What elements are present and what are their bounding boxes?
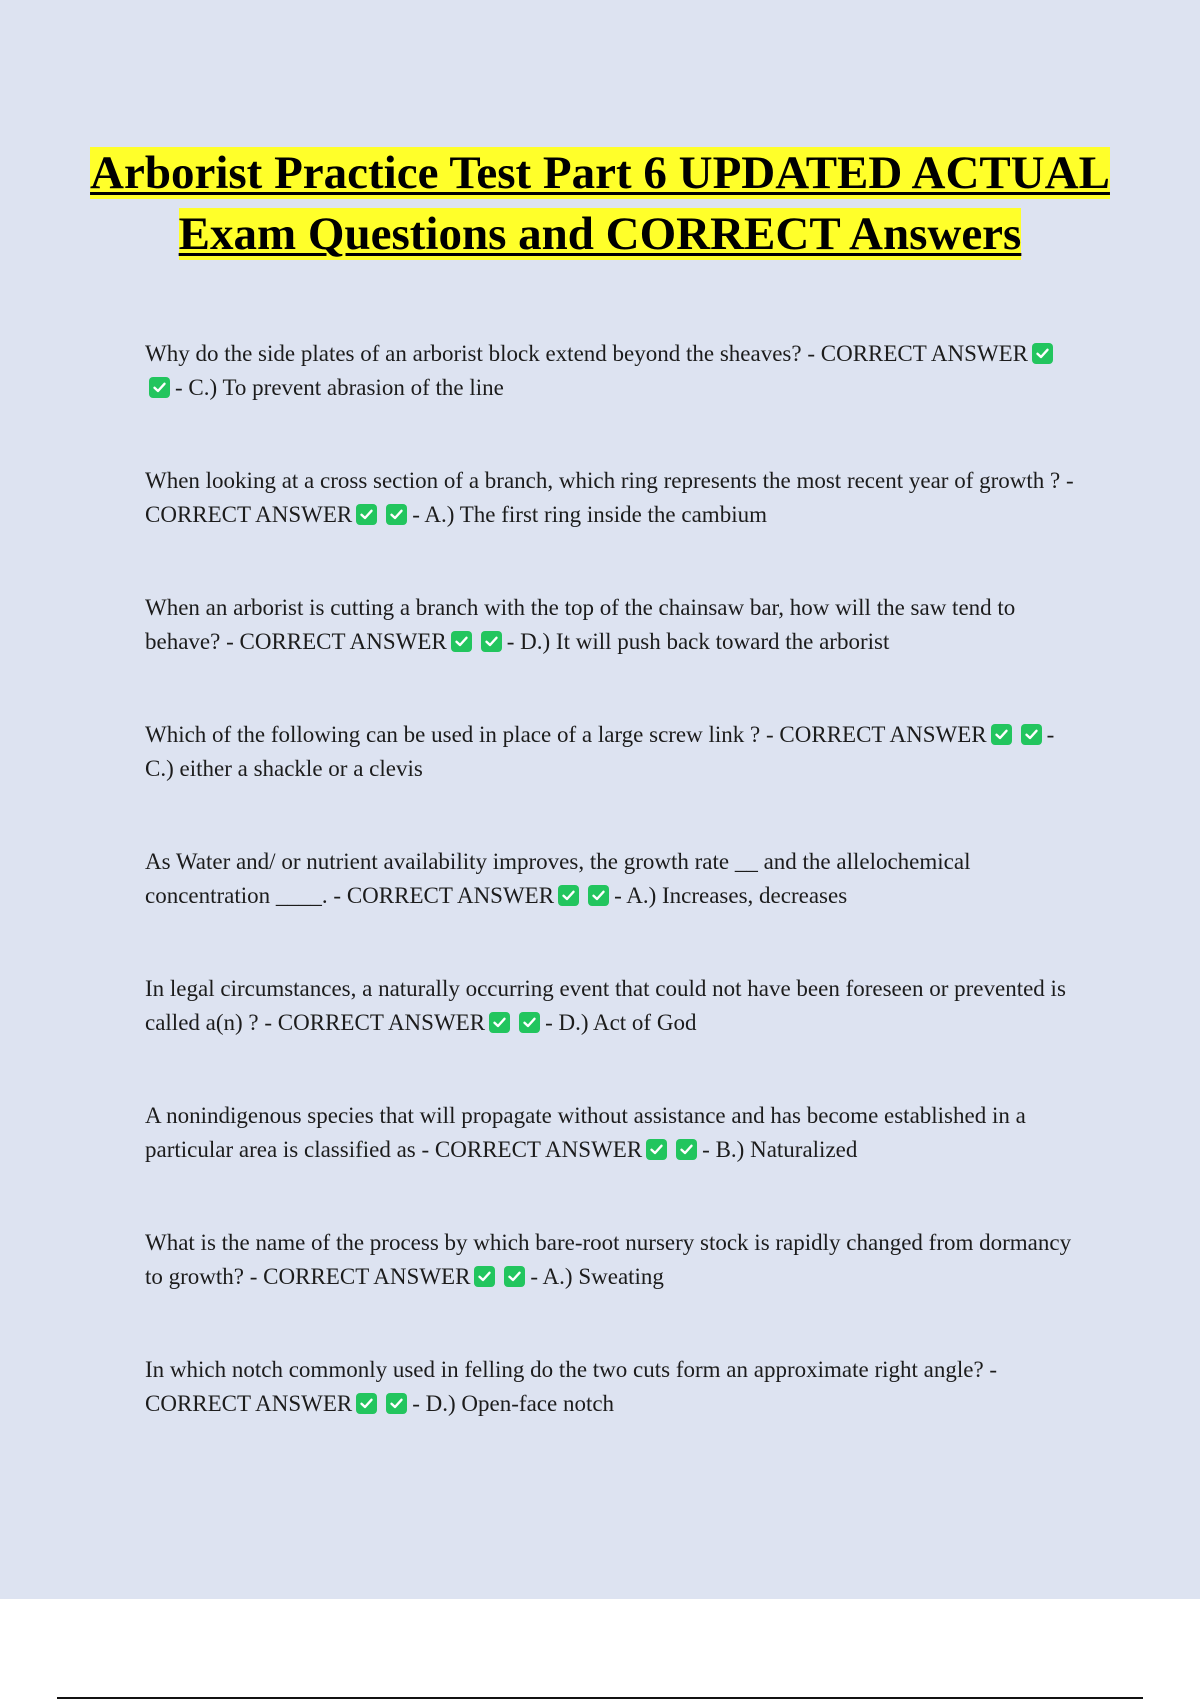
question-text: When looking at a cross section of a branch, which ring represents the most recent year of growth ? - CORRECT ANSWER xyxy=(145,468,1074,527)
check-box-icon xyxy=(519,1012,540,1033)
check-box-icon xyxy=(451,631,472,652)
check-box-icon xyxy=(489,1012,510,1033)
question-text: In legal circumstances, a naturally occurring event that could not have been foreseen or prevented is called a(n) ? - CORRECT ANSWER xyxy=(145,976,1066,1035)
answer-text: - C.) either a shackle or a clevis xyxy=(145,722,1055,781)
question-text: What is the name of the process by which bare-root nursery stock is rapidly changed from dormancy to growth? - CORRECT ANSWER xyxy=(145,1230,1072,1289)
check-box-icon xyxy=(1021,724,1042,745)
check-box-icon xyxy=(149,377,170,398)
check-box-icon xyxy=(558,885,579,906)
question-text: A nonindigenous species that will propagate without assistance and has become established in a particular area is classified as - CORRECT ANSWER xyxy=(145,1103,1026,1162)
question-item xyxy=(145,464,1085,532)
question-text: When an arborist is cutting a branch with the top of the chainsaw bar, how will the saw tend to behave? - CORRECT ANSWER xyxy=(145,595,1016,654)
check-box-icon xyxy=(356,1393,377,1414)
answer-text: - C.) To prevent abrasion of the line xyxy=(175,375,504,400)
question-text: As Water and/ or nutrient availability improves, the growth rate __ and the allelochemical concentration ____. - CORRECT ANSWER xyxy=(145,849,971,908)
question-text: Which of the following can be used in place of a large screw link ? - CORRECT ANSWER xyxy=(145,722,987,747)
question-item xyxy=(145,1099,1085,1167)
answer-text: - D.) Open-face notch xyxy=(412,1391,615,1416)
check-box-icon xyxy=(1032,343,1053,364)
check-box-icon xyxy=(386,504,407,525)
question-text: In which notch commonly used in felling do the two cuts form an approximate right angle? - CORRECT ANSWER xyxy=(145,1357,998,1416)
question-item xyxy=(145,1353,1085,1421)
question-item xyxy=(145,718,1085,786)
check-box-icon xyxy=(481,631,502,652)
check-box-icon xyxy=(646,1139,667,1160)
footer-divider xyxy=(57,1697,1143,1699)
check-box-icon xyxy=(474,1266,495,1287)
question-item xyxy=(145,591,1085,659)
check-box-icon xyxy=(991,724,1012,745)
question-item xyxy=(145,972,1085,1040)
answer-text: - D.) Act of God xyxy=(545,1010,697,1035)
question-text: Why do the side plates of an arborist block extend beyond the sheaves? - CORRECT ANSWER xyxy=(145,341,1028,366)
title-block xyxy=(60,143,1140,265)
answer-text: - D.) It will push back toward the arborist xyxy=(506,629,890,654)
check-box-icon xyxy=(676,1139,697,1160)
check-box-icon xyxy=(588,885,609,906)
check-box-icon xyxy=(356,504,377,525)
question-item xyxy=(145,337,1085,405)
check-box-icon xyxy=(504,1266,525,1287)
answer-text: - A.) Sweating xyxy=(530,1264,664,1289)
answer-text: - B.) Naturalized xyxy=(702,1137,858,1162)
question-list xyxy=(145,337,1085,1480)
answer-text: - A.) The first ring inside the cambium xyxy=(412,502,767,527)
question-item xyxy=(145,1226,1085,1294)
check-box-icon xyxy=(386,1393,407,1414)
question-item xyxy=(145,845,1085,913)
answer-text: - A.) Increases, decreases xyxy=(614,883,848,908)
document-title: Arborist Practice Test Part 6 UPDATED ACTUAL Exam Questions and CORRECT Answers xyxy=(90,147,1110,260)
